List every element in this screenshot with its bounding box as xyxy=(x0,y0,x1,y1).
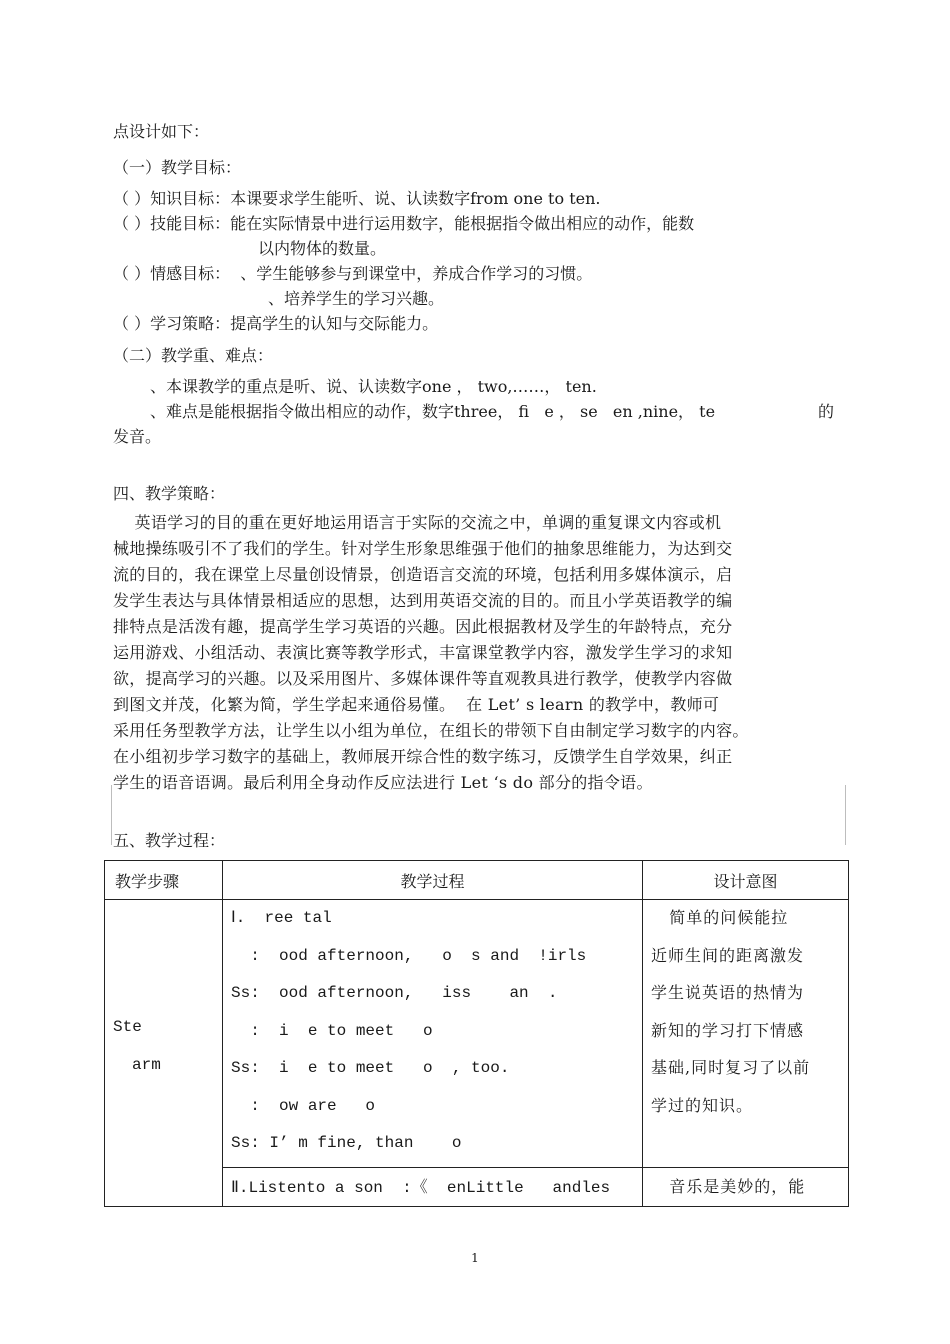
para-line: 械地操练吸引不了我们的学生。针对学生形象思维强于他们的抽象思维能力，为达到交 xyxy=(113,539,733,558)
process-line: : i e to meet o xyxy=(231,1021,433,1040)
section-five-heading: 五、教学过程： xyxy=(113,831,226,850)
table-header-row xyxy=(105,861,849,900)
process-cell-next xyxy=(223,1167,643,1206)
page-number: 1 xyxy=(471,1251,479,1265)
header-process: 教学过程 xyxy=(223,861,643,900)
skill-objective-cont: 以内物体的数量。 xyxy=(258,239,387,258)
section-four-heading: 四、教学策略： xyxy=(113,484,226,503)
step-label: Ste xyxy=(113,1018,142,1036)
key-point-1: 、本课教学的重点是听、说、认读数字one ， two,……， ten. xyxy=(150,377,597,396)
process-line: Ss: I’ m fine, than o xyxy=(231,1134,462,1152)
margin-rule-right xyxy=(845,785,846,845)
knowledge-objective: （ ）知识目标：本课要求学生能听、说、认读数字from one to ten. xyxy=(113,189,601,208)
para-line: 在小组初步学习数字的基础上，教师展开综合性的数字练习，反馈学生自学效果，纠正 xyxy=(113,747,733,766)
header-intent: 设计意图 xyxy=(643,861,849,900)
para-line: 学生的语音语调。最后利用全身动作反应法进行 Let ‘s do 部分的指令语。 xyxy=(113,773,653,792)
table-row xyxy=(105,900,849,1168)
intent-line: 新知的学习打下情感 xyxy=(651,1020,805,1040)
process-line: : ow are o xyxy=(231,1096,376,1115)
margin-rule-left xyxy=(111,785,112,845)
para-line: 欲，提高学习的兴趣。以及采用图片、多媒体课件等直观教具进行教学，使教学内容做 xyxy=(113,669,733,688)
process-line: Ss: ood afternoon, iss an . xyxy=(231,984,558,1002)
intent-cell xyxy=(643,900,849,1168)
para-line: 流的目的，我在课堂上尽量创设情景，创造语言交流的环境，包括利用多媒体演示，启 xyxy=(113,565,733,584)
strategy-paragraph xyxy=(113,510,843,796)
intro-text: 点设计如下： xyxy=(113,122,210,141)
para-line: 英语学习的目的重在更好地运用语言于实际的交流之中，单调的重复课文内容或机 xyxy=(113,513,722,532)
process-line: Ⅱ.Listento a son :《 enLittle andles xyxy=(231,1178,611,1197)
process-cell xyxy=(223,900,643,1168)
emotion-objective-cont: 、培养学生的学习兴趣。 xyxy=(268,289,445,308)
key-point-2-cont: 发音。 xyxy=(113,427,162,446)
skill-objective: （ ）技能目标：能在实际情景中进行运用数字，能根据指令做出相应的动作，能数 xyxy=(113,214,695,233)
intent-line: 学过的知识。 xyxy=(651,1095,754,1115)
header-step: 教学步骤 xyxy=(105,861,223,900)
process-line: : ood afternoon, o s and !irls xyxy=(231,946,587,965)
objectives-heading: （一）教学目标： xyxy=(113,158,242,177)
intent-line: 音乐是美妙的，能 xyxy=(651,1176,806,1196)
step-cell xyxy=(105,900,223,1207)
para-line: 排特点是活泼有趣，提高学生学习英语的兴趣。因此根据教材及学生的年龄特点，充分 xyxy=(113,617,733,636)
intent-line: 学生说英语的热情为 xyxy=(651,983,805,1002)
intent-line: 近师生间的距离激发 xyxy=(651,945,805,965)
intent-line: 基础,同时复习了以前 xyxy=(651,1058,811,1077)
step-label-cont: arm xyxy=(132,1056,161,1074)
intent-line: 简单的问候能拉 xyxy=(651,908,789,927)
para-line: 到图文并茂，化繁为简，学生学起来通俗易懂。 在 Let’ s learn 的教学中，教师可 xyxy=(113,695,720,714)
para-line: 发学生表达与具体情景相适应的思想，达到用英语交流的目的。而且小学英语教学的编 xyxy=(113,591,733,610)
learning-strategy: （ ）学习策略：提高学生的认知与交际能力。 xyxy=(113,314,439,333)
process-line: Ⅰ. ree tal xyxy=(231,909,332,927)
para-line: 采用任务型教学方法，让学生以小组为单位，在组长的带领下自由制定学习数字的内容。 xyxy=(113,721,749,740)
process-line: Ss: i e to meet o , too. xyxy=(231,1059,510,1077)
intent-cell-next xyxy=(643,1167,849,1206)
key-point-2: 、难点是能根据指令做出相应的动作，数字three， fi e ， se en ,nine， te xyxy=(150,402,716,421)
emotion-objective: （ ）情感目标： 、学生能够参与到课堂中，养成合作学习的习惯。 xyxy=(113,264,593,283)
para-line: 运用游戏、小组活动、表演比赛等教学形式，丰富课堂教学内容，激发学生学习的求知 xyxy=(113,643,733,662)
key-points-heading: （二）教学重、难点： xyxy=(113,346,274,365)
teaching-process-table xyxy=(104,860,849,1207)
key-point-2-suffix: 的 xyxy=(818,402,835,421)
